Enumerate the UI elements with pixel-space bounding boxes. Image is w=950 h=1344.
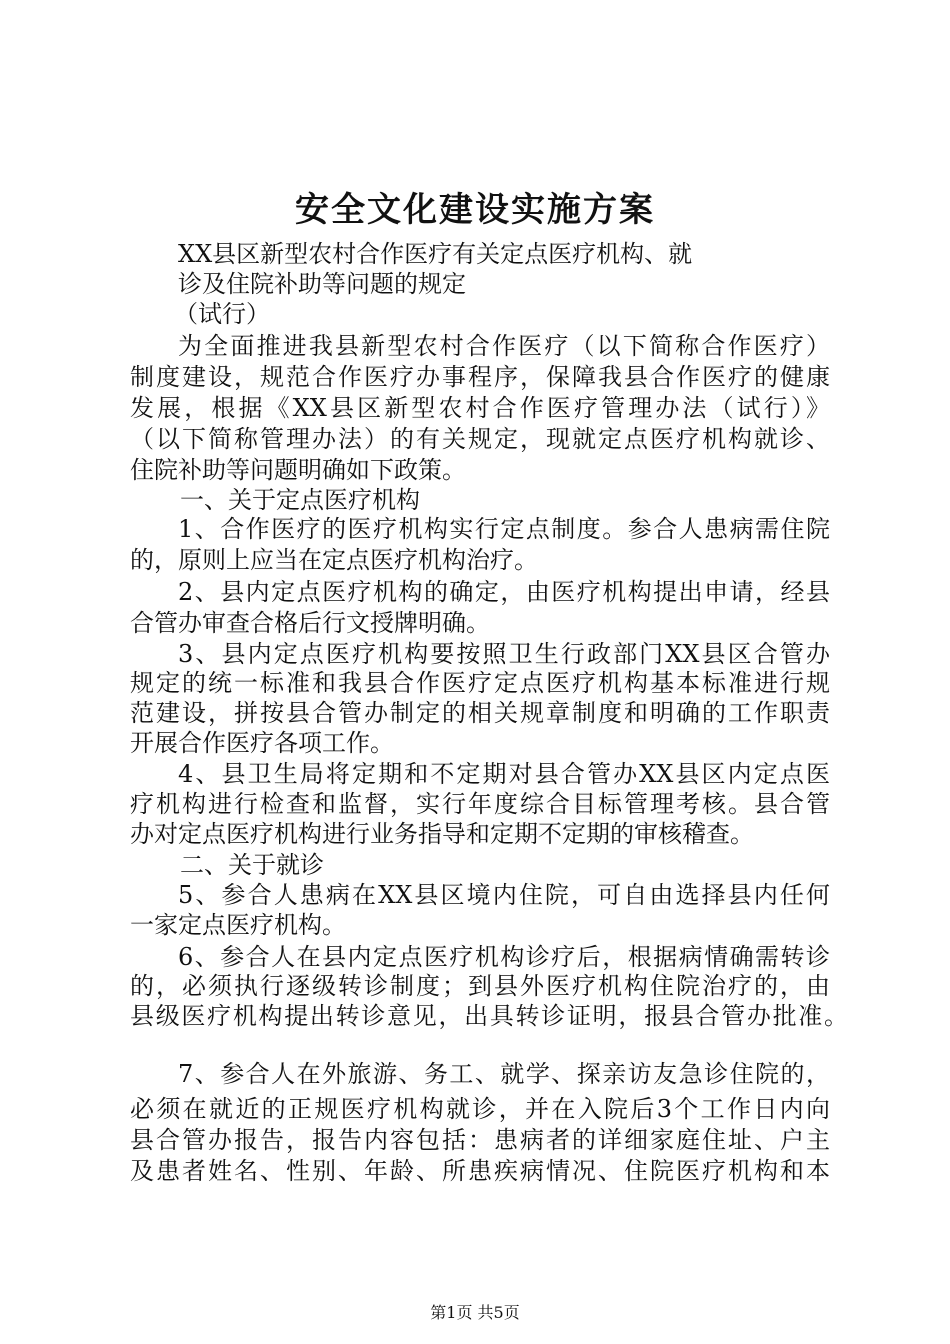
page-footer: 第1页 共5页 <box>430 1303 520 1322</box>
paragraph-line: 3、县内定点医疗机构要按照卫生行政部门XX县区合管办 <box>178 640 830 668</box>
paragraph-line: 制度建设，规范合作医疗办事程序，保障我县合作医疗的健康 <box>130 363 830 391</box>
paragraph-line: 1、合作医疗的医疗机构实行定点制度。参合人患病需住院 <box>178 515 830 543</box>
subtitle-line: XX县区新型农村合作医疗有关定点医疗机构、就 <box>178 240 693 268</box>
paragraph-line: 开展合作医疗各项工作。 <box>130 729 394 757</box>
paragraph-line: 6、参合人在县内定点医疗机构诊疗后，根据病情确需转诊 <box>178 943 830 971</box>
paragraph-line: 合管办审查合格后行文授牌明确。 <box>130 609 490 637</box>
paragraph-line: 必须在就近的正规医疗机构就诊，并在入院后3个工作日内向 <box>130 1095 830 1123</box>
trial-label: （试行） <box>174 300 270 328</box>
document-title: 安全文化建设实施方案 <box>295 190 655 230</box>
paragraph-line: 办对定点医疗机构进行业务指导和定期不定期的审核稽查。 <box>130 820 754 848</box>
paragraph-line: 住院补助等问题明确如下政策。 <box>130 456 466 484</box>
section-heading: 一、关于定点医疗机构 <box>180 486 420 514</box>
paragraph-line: 县级医疗机构提出转诊意见，出具转诊证明，报县合管办批准。 <box>130 1002 848 1030</box>
paragraph-line: 范建设，拼按县合管办制定的相关规章制度和明确的工作职责 <box>130 699 830 727</box>
paragraph-line: 4、县卫生局将定期和不定期对县合管办XX县区内定点医 <box>178 760 830 788</box>
section-heading: 二、关于就诊 <box>180 851 324 879</box>
paragraph-line: 县合管办报告，报告内容包括：患病者的详细家庭住址、户主 <box>130 1126 830 1154</box>
paragraph-line: 及患者姓名、性别、年龄、所患疾病情况、住院医疗机构和本 <box>130 1157 830 1185</box>
paragraph-line: 为全面推进我县新型农村合作医疗（以下简称合作医疗） <box>178 332 830 360</box>
paragraph-line: 5、参合人患病在XX县区境内住院，可自由选择县内任何 <box>178 881 830 909</box>
subtitle-line: 诊及住院补助等问题的规定 <box>178 270 466 298</box>
paragraph-line: 的，原则上应当在定点医疗机构治疗。 <box>130 546 538 574</box>
paragraph-line: （以下简称管理办法）的有关规定，现就定点医疗机构就诊、 <box>130 425 830 453</box>
paragraph-line: 的，必须执行逐级转诊制度；到县外医疗机构住院治疗的，由 <box>130 972 830 1000</box>
paragraph-line: 疗机构进行检查和监督，实行年度综合目标管理考核。县合管 <box>130 790 830 818</box>
paragraph-line: 一家定点医疗机构。 <box>130 911 346 939</box>
paragraph-line: 规定的统一标准和我县合作医疗定点医疗机构基本标准进行规 <box>130 669 830 697</box>
paragraph-line: 2、县内定点医疗机构的确定，由医疗机构提出申请，经县 <box>178 578 830 606</box>
paragraph-line: 发展，根据《XX县区新型农村合作医疗管理办法（试行）》 <box>130 394 830 422</box>
paragraph-line: 7、参合人在外旅游、务工、就学、探亲访友急诊住院的， <box>178 1060 830 1088</box>
